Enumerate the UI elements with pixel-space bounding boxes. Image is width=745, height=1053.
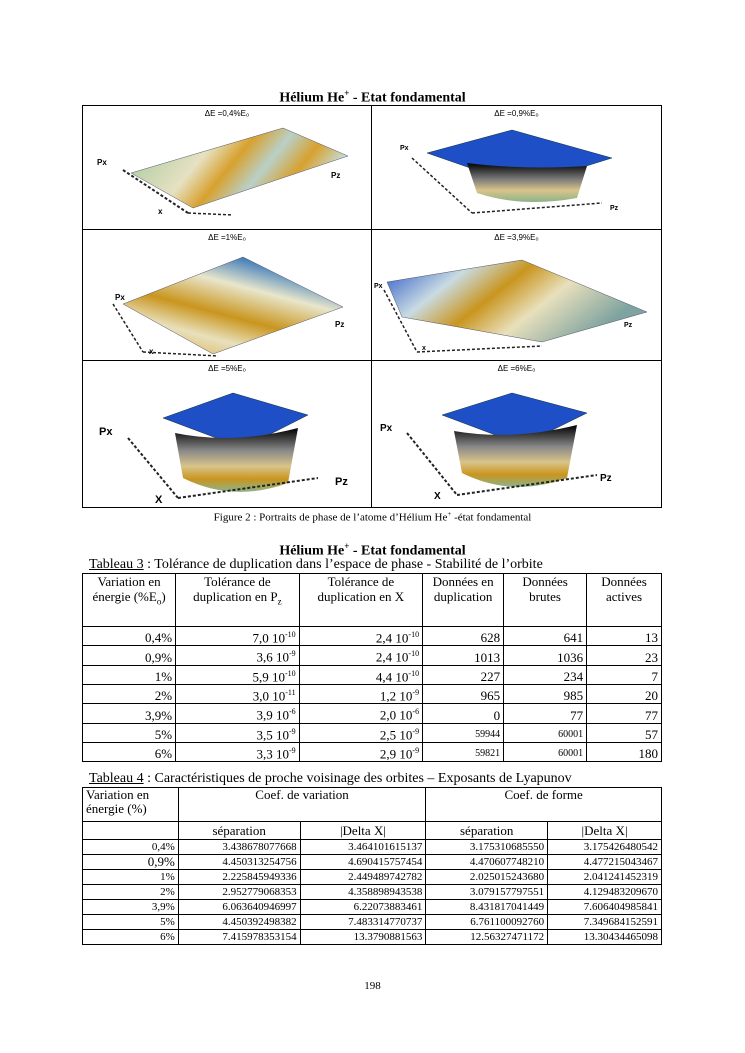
cell-value: 12.56327471172	[426, 930, 548, 945]
table-row	[83, 930, 662, 945]
table-header-row	[83, 788, 662, 822]
cell-value: 3.175426480542	[548, 840, 662, 855]
panel-label: ΔE =3,9%E₀	[494, 233, 539, 242]
cell-variation: 0,4%	[83, 840, 179, 855]
header-tolerance-pz: Tolérance de duplication en $P_z$	[176, 574, 299, 627]
subheader-delta-x: |Delta X|	[548, 822, 662, 840]
header-variation: Variation en énergie (%)	[83, 788, 179, 822]
table-row	[83, 742, 662, 761]
table3	[82, 573, 662, 762]
cell-value: 2.041241452319	[548, 870, 662, 885]
cell-tolerance-pz: 3,6 $10^{-9}$	[176, 646, 299, 665]
cell-brutes: 1036	[504, 646, 587, 665]
cell-value: 13.3790881563	[300, 930, 426, 945]
cell-value: 2.952779068353	[178, 885, 300, 900]
cell-value: 3.079157797551	[426, 885, 548, 900]
panel-label: ΔE =0,9%E₀	[494, 109, 539, 118]
table-row	[83, 915, 662, 930]
cell-value: 7.415978353154	[178, 930, 300, 945]
cell-variation: 0,9%	[83, 855, 179, 870]
cell-tolerance-x: 4,4 $10^{-10}$	[299, 665, 422, 684]
cell-tolerance-x: 1,2 $10^{-9}$	[299, 684, 422, 703]
header-coef-variation: Coef. de variation	[178, 788, 426, 822]
cell-value: 4.358898943538	[300, 885, 426, 900]
table-row	[83, 723, 662, 742]
cell-tolerance-pz: 5,9 $10^{-10}$	[176, 665, 299, 684]
panel-delta-1	[83, 230, 371, 360]
panel-delta-0-9	[372, 106, 661, 229]
cell-brutes: 234	[504, 665, 587, 684]
surface-plot	[372, 373, 661, 507]
cell-variation: 3,9%	[83, 704, 176, 723]
cell-value: 2.225845949336	[178, 870, 300, 885]
figure-caption: Figure 2 : Portraits de phase de l’atome d’Hélium He+ -état fondamental	[213, 510, 532, 524]
cell-actives: 13	[587, 627, 662, 646]
cell-duplication: 0	[423, 704, 504, 723]
subheader-empty	[83, 822, 179, 840]
header-brutes: Données brutes	[504, 574, 587, 627]
cell-variation: 6%	[83, 742, 176, 761]
cell-variation: 0,9%	[83, 646, 176, 665]
cell-variation: 5%	[83, 915, 179, 930]
cell-value: 4.477215043467	[548, 855, 662, 870]
panel-delta-6	[372, 361, 661, 507]
table-row	[83, 627, 662, 646]
axis-label-px: Px	[374, 283, 383, 290]
subheader-separation: séparation	[426, 822, 548, 840]
cell-duplication: 59944	[423, 723, 504, 742]
header-actives: Données actives	[587, 574, 662, 627]
cell-value: 4.450313254756	[178, 855, 300, 870]
cell-tolerance-pz: 3,9 $10^{-6}$	[176, 704, 299, 723]
cell-variation: 3,9%	[83, 900, 179, 915]
table3-caption: Tableau 3 : Tolérance de duplication dans l’espace de phase - Stabilité de l’orbite	[89, 557, 543, 572]
cell-duplication: 628	[423, 627, 504, 646]
cell-tolerance-x: 2,9 $10^{-9}$	[299, 742, 422, 761]
surface-plot	[83, 118, 371, 228]
axis-label-x: x	[158, 207, 163, 216]
axis-label-x: x	[149, 347, 154, 356]
table-row	[83, 684, 662, 703]
header-tolerance-x: Tolérance de duplication en X	[299, 574, 422, 627]
cell-brutes: 60001	[504, 742, 587, 761]
page-number: 198	[364, 980, 381, 992]
axis-label-pz: Pz	[331, 171, 341, 180]
cell-value: 4.690415757454	[300, 855, 426, 870]
cell-value: 2.449489742782	[300, 870, 426, 885]
axis-label-pz: Pz	[610, 205, 619, 212]
table-section-title: Hélium He+ - Etat fondamental	[279, 541, 466, 559]
cell-variation: 1%	[83, 665, 176, 684]
panel-delta-5	[83, 361, 371, 507]
cell-value: 3.464101615137	[300, 840, 426, 855]
axis-label-px: Px	[400, 145, 409, 152]
cell-value: 6.22073883461	[300, 900, 426, 915]
cell-variation: 0,4%	[83, 627, 176, 646]
table-subheader-row	[83, 822, 662, 840]
cell-duplication: 1013	[423, 646, 504, 665]
table-row	[83, 855, 662, 870]
cell-actives: 23	[587, 646, 662, 665]
cell-value: 3.438678077668	[178, 840, 300, 855]
table-row	[83, 704, 662, 723]
cell-variation: 1%	[83, 870, 179, 885]
surface-plot	[372, 242, 661, 360]
phase-portrait-figure	[82, 105, 662, 508]
axis-label-pz: Pz	[624, 322, 633, 329]
cell-brutes: 77	[504, 704, 587, 723]
table-row	[83, 646, 662, 665]
subheader-separation: séparation	[178, 822, 300, 840]
cell-variation: 5%	[83, 723, 176, 742]
axis-label-pz: Pz	[335, 320, 345, 329]
table-row	[83, 665, 662, 684]
table4	[82, 787, 662, 945]
cell-tolerance-x: 2,0 $10^{-6}$	[299, 704, 422, 723]
panel-label: ΔE =0,4%E₀	[204, 109, 250, 118]
cell-actives: 57	[587, 723, 662, 742]
cell-variation: 6%	[83, 930, 179, 945]
cell-value: 7.349684152591	[548, 915, 662, 930]
table-row	[83, 885, 662, 900]
cell-tolerance-x: 2,5 $10^{-9}$	[299, 723, 422, 742]
cell-value: 13.30434465098	[548, 930, 662, 945]
cell-brutes: 60001	[504, 723, 587, 742]
cell-actives: 20	[587, 684, 662, 703]
cell-value: 3.175310685550	[426, 840, 548, 855]
panel-label: ΔE =6%E₀	[497, 364, 536, 373]
cell-tolerance-pz: 3,0 $10^{-11}$	[176, 684, 299, 703]
axis-label-pz: Pz	[600, 473, 612, 484]
figure-title: Hélium He+ - Etat fondamental	[279, 88, 466, 106]
cell-duplication: 227	[423, 665, 504, 684]
panel-delta-3-9	[372, 230, 661, 360]
cell-tolerance-x: 2,4 $10^{-10}$	[299, 646, 422, 665]
cell-value: 2.025015243680	[426, 870, 548, 885]
cell-variation: 2%	[83, 684, 176, 703]
cell-actives: 77	[587, 704, 662, 723]
cell-duplication: 965	[423, 684, 504, 703]
surface-plot	[83, 373, 371, 507]
axis-label-x: X	[434, 491, 441, 502]
cell-value: 7.483314770737	[300, 915, 426, 930]
cell-variation: 2%	[83, 885, 179, 900]
cell-value: 6.761100092760	[426, 915, 548, 930]
cell-actives: 180	[587, 742, 662, 761]
cell-tolerance-pz: 7,0 $10^{-10}$	[176, 627, 299, 646]
axis-label-px: Px	[380, 423, 393, 434]
cell-value: 4.470607748210	[426, 855, 548, 870]
header-variation: Variation en énergie $(\%E_o)$	[83, 574, 176, 627]
subheader-delta-x: |Delta X|	[300, 822, 426, 840]
cell-value: 4.450392498382	[178, 915, 300, 930]
table4-caption: Tableau 4 : Caractéristiques de proche voisinage des orbites – Exposants de Lyapunov	[89, 771, 572, 786]
surface-plot	[83, 242, 371, 360]
cell-value: 7.606404985841	[548, 900, 662, 915]
surface-plot	[372, 118, 661, 228]
cell-brutes: 641	[504, 627, 587, 646]
axis-label-pz: Pz	[335, 476, 348, 488]
axis-label-x: X	[155, 494, 163, 506]
panel-label: ΔE =1%E₀	[208, 233, 246, 242]
header-duplication: Données en duplication	[423, 574, 504, 627]
header-coef-forme: Coef. de forme	[426, 788, 662, 822]
axis-label-px: Px	[99, 426, 113, 438]
table-header-row	[83, 574, 662, 627]
table-row	[83, 900, 662, 915]
axis-label-x: x	[422, 345, 426, 352]
table-row	[83, 840, 662, 855]
axis-label-px: Px	[97, 158, 107, 167]
cell-actives: 7	[587, 665, 662, 684]
table-row	[83, 870, 662, 885]
cell-value: 4.129483209670	[548, 885, 662, 900]
cell-tolerance-x: 2,4 $10^{-10}$	[299, 627, 422, 646]
cell-value: 8.431817041449	[426, 900, 548, 915]
cell-brutes: 985	[504, 684, 587, 703]
panel-label: ΔE =5%E₀	[208, 364, 246, 373]
panel-delta-0-4	[83, 106, 371, 229]
cell-tolerance-pz: 3,5 $10^{-9}$	[176, 723, 299, 742]
cell-value: 6.063640946997	[178, 900, 300, 915]
axis-label-px: Px	[115, 293, 125, 302]
cell-duplication: 59821	[423, 742, 504, 761]
cell-tolerance-pz: 3,3 $10^{-9}$	[176, 742, 299, 761]
